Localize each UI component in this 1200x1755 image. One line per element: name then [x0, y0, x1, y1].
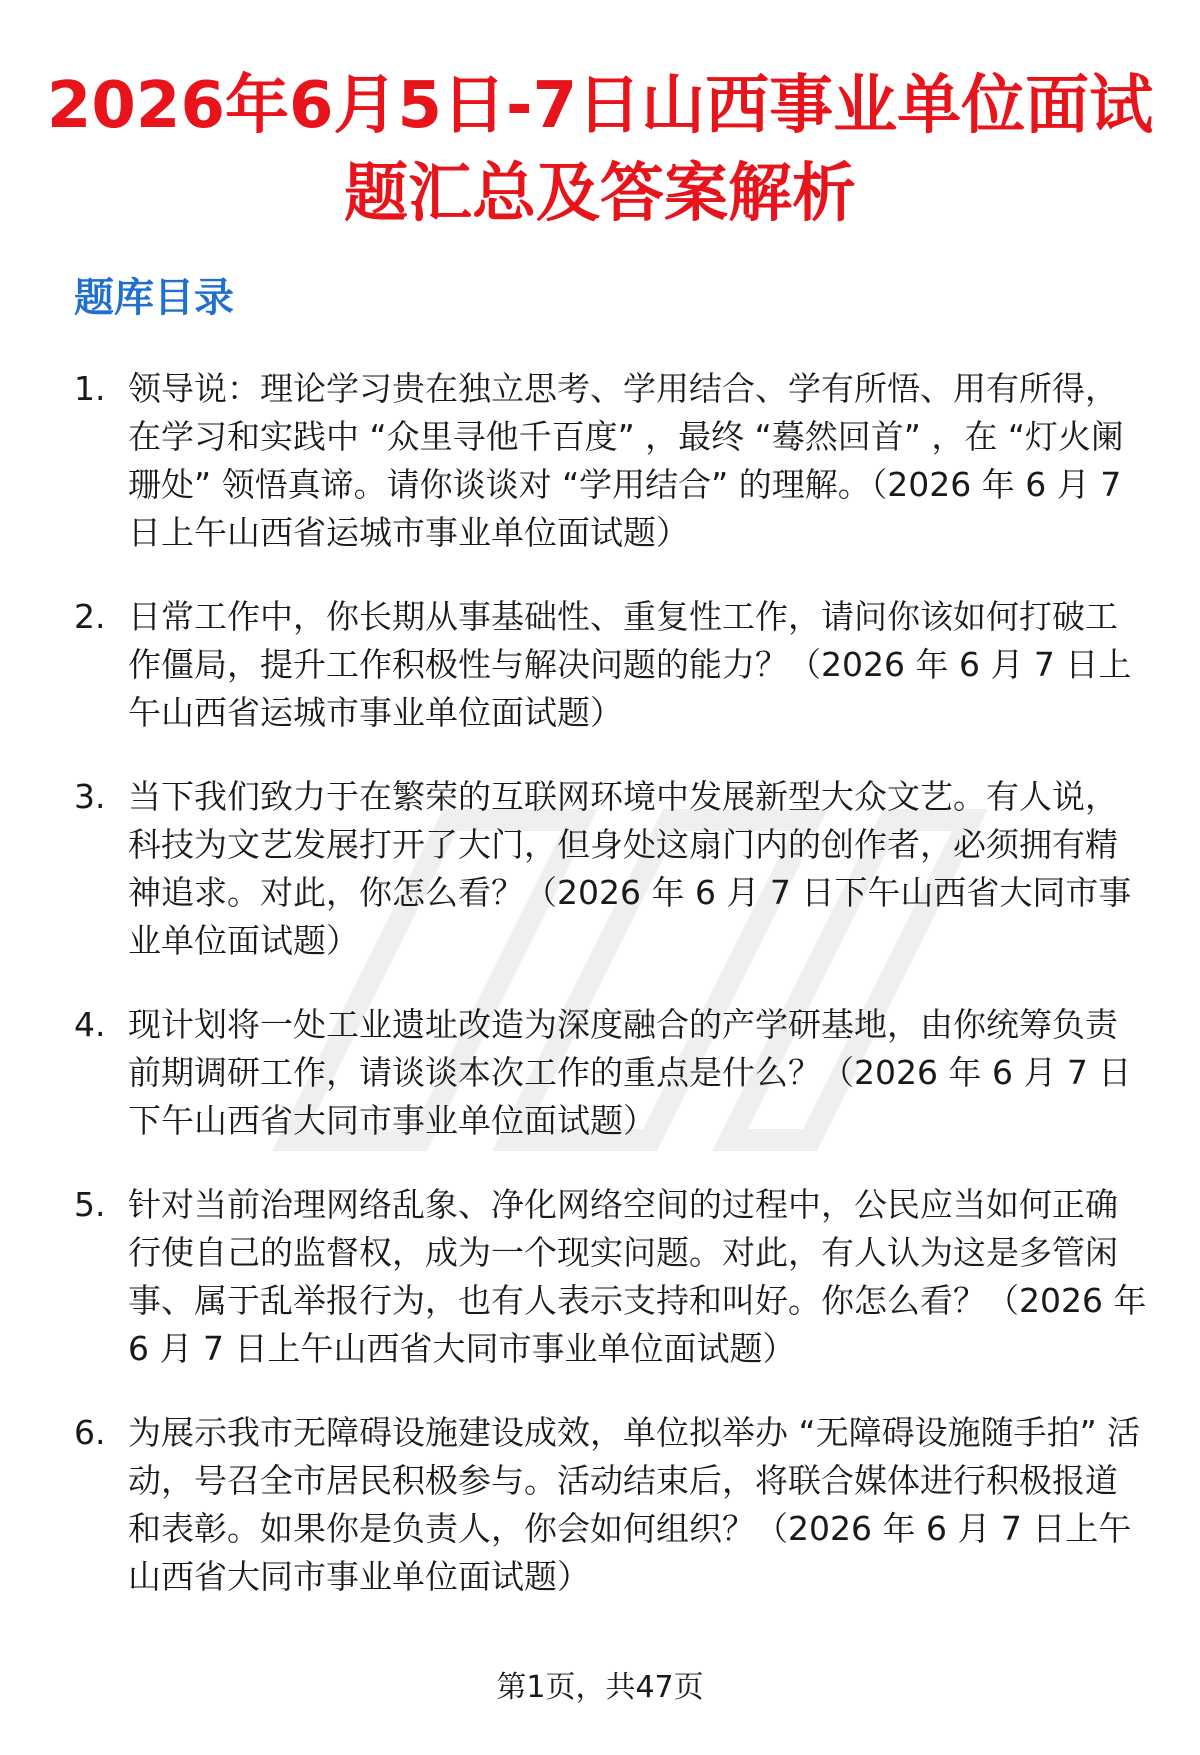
document-title: 2026年6月5日-7日山西事业单位面试题汇总及答案解析	[46, 69, 1154, 231]
question-item-3	[70, 773, 1150, 965]
question-number: 3.	[74, 777, 106, 816]
question-text: 现计划将一处工业遗址改造为深度融合的产学研基地，由你统筹负责前期调研工作，请谈谈本次工作的重点是什么？（2026 年 6 月 7 日下午山西省大同市事业单位面试题）	[128, 1005, 1132, 1140]
question-item-2	[70, 593, 1150, 737]
question-item-1	[70, 365, 1150, 557]
question-text: 针对当前治理网络乱象、净化网络空间的过程中，公民应当如何正确行使自己的监督权，成为一个现实问题。对此，有人认为这是多管闲事、属于乱举报行为，也有人表示支持和叫好。你怎么看？（2026 年 6 月 7 日上午山西省大同市事业单位面试题）	[128, 1185, 1147, 1368]
question-item-4	[70, 1001, 1150, 1145]
section-heading: 题库目录	[74, 275, 234, 321]
question-item-5	[70, 1181, 1150, 1373]
question-list	[70, 365, 1150, 1637]
question-text: 当下我们致力于在繁荣的互联网环境中发展新型大众文艺。有人说，科技为文艺发展打开了大门，但身处这扇门内的创作者，必须拥有精神追求。对此，你怎么看？（2026 年 6 月 7 日下午山西省大同市事业单位面试题）	[128, 777, 1132, 960]
question-number: 2.	[74, 597, 106, 636]
page-footer: 第1页，共47页	[496, 1670, 704, 1705]
question-item-6	[70, 1409, 1150, 1601]
question-number: 1.	[74, 369, 106, 408]
question-number: 4.	[74, 1005, 106, 1044]
question-number: 6.	[74, 1413, 106, 1452]
question-text: 日常工作中，你长期从事基础性、重复性工作，请问你该如何打破工作僵局，提升工作积极性与解决问题的能力？（2026 年 6 月 7 日上午山西省运城市事业单位面试题）	[128, 597, 1132, 732]
question-text: 为展示我市无障碍设施建设成效，单位拟举办 “无障碍设施随手拍” 活动，号召全市居民积极参与。活动结束后，将联合媒体进行积极报道和表彰。如果你是负责人，你会如何组织？（2026 年 6 月 7 日上午山西省大同市事业单位面试题）	[128, 1413, 1141, 1596]
question-text: 领导说：理论学习贵在独立思考、学用结合、学有所悟、用有所得，在学习和实践中 “众里寻他千百度” ，最终 “蓦然回首” ，在 “灯火阑珊处” 领悟真谛。请你谈谈对 “学用结合” 的理解。（2026 年 6 月 7 日上午山西省运城市事业单位面试题）	[128, 369, 1124, 552]
question-number: 5.	[74, 1185, 106, 1224]
